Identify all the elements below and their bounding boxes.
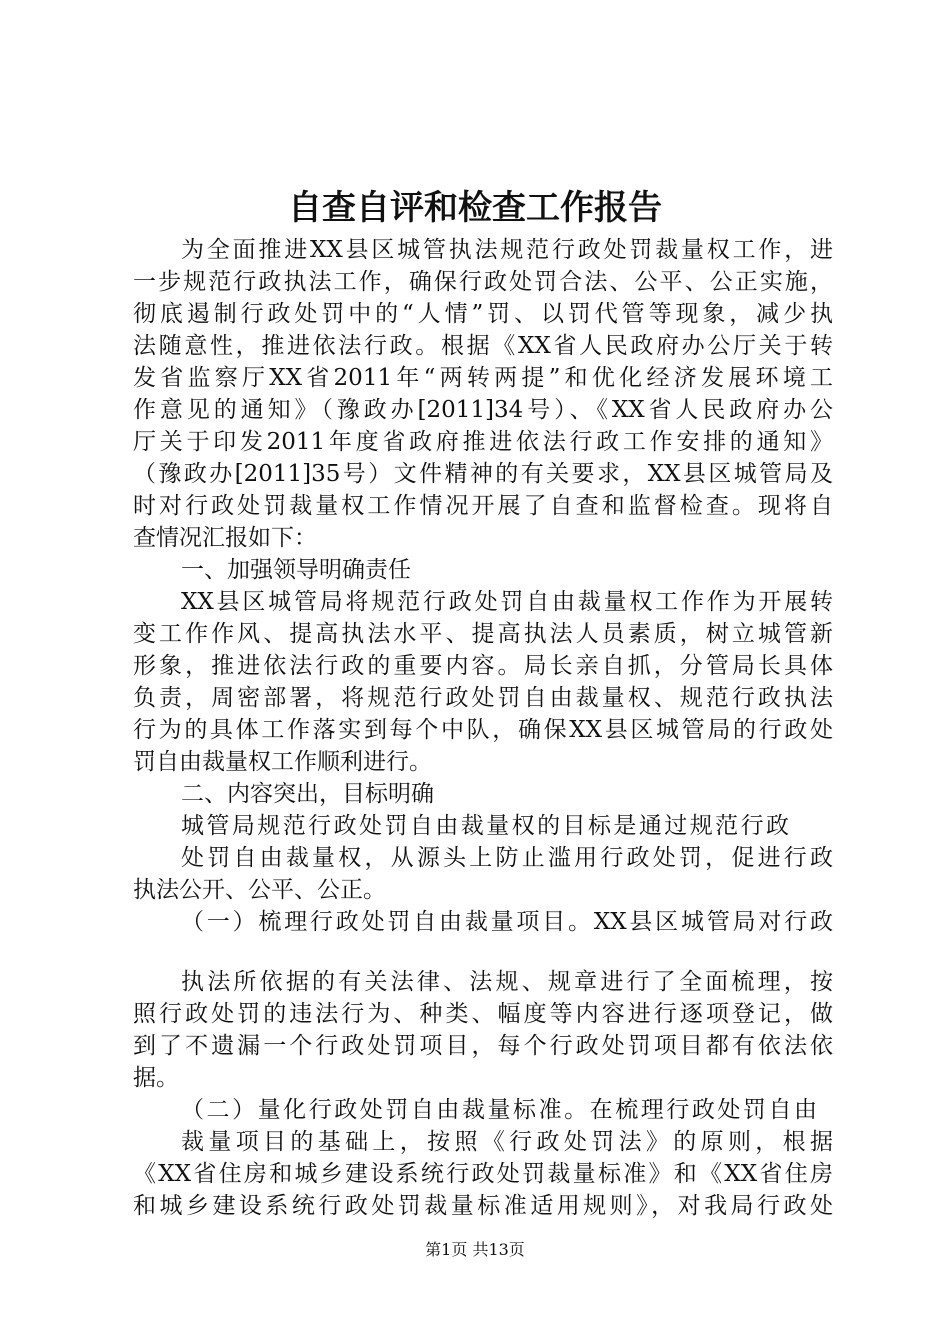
body-line: 和城乡建设系统行政处罚裁量标准适用规则》，对我局行政处 [133,1193,833,1219]
section-heading: 一、加强领导明确责任 [181,557,411,583]
document-title: 自查自评和检查工作报告 [288,188,662,228]
body-line: 《XX省住房和城乡建设系统行政处罚裁量标准》和《XX省住房 [133,1161,833,1187]
body-line: 照行政处罚的违法行为、种类、幅度等内容进行逐项登记，做 [133,1001,833,1027]
body-line: 一步规范行政执法工作，确保行政处罚合法、公平、公正实施， [133,269,833,295]
body-line: 厅关于印发2011年度省政府推进依法行政工作安排的通知》 [133,429,833,455]
body-line: （豫政办[2011]35号）文件精神的有关要求，XX县区城管局及 [133,461,833,487]
body-line: 罚自由裁量权工作顺利进行。 [133,749,432,775]
body-line: 发省监察厅XX省2011年“两转两提”和优化经济发展环境工 [133,365,833,391]
body-line: 为全面推进XX县区城管执法规范行政处罚裁量权工作，进 [181,237,833,263]
page-footer: 第1页 共13页 [425,1240,525,1259]
body-line: 裁量项目的基础上，按照《行政处罚法》的原则，根据 [181,1129,833,1155]
body-line: 据。 [133,1065,179,1091]
body-line: 执法所依据的有关法律、法规、规章进行了全面梳理，按 [181,969,833,995]
body-line: 作意见的通知》（豫政办[2011]34号）、《XX省人民政府办公 [133,397,833,423]
subsection-line: （一）梳理行政处罚自由裁量项目。XX县区城管局对行政 [181,909,833,935]
body-line: 到了不遗漏一个行政处罚项目，每个行政处罚项目都有依法依 [133,1033,833,1059]
body-line: 变工作作风、提高执法水平、提高执法人员素质，树立城管新 [133,621,833,647]
body-line: 形象，推进依法行政的重要内容。局长亲自抓，分管局长具体 [133,653,833,679]
body-line: 行为的具体工作落实到每个中队，确保XX县区城管局的行政处 [133,717,833,743]
body-line: 彻底遏制行政处罚中的“人情”罚、以罚代管等现象，减少执 [133,301,833,327]
body-line: 执法公开、公平、公正。 [133,877,386,903]
body-line: XX县区城管局将规范行政处罚自由裁量权工作作为开展转 [181,589,833,615]
body-line: 查情况汇报如下： [133,525,317,551]
body-line: 城管局规范行政处罚自由裁量权的目标是通过规范行政 [181,813,789,839]
body-line: 法随意性，推进依法行政。根据《XX省人民政府办公厅关于转 [133,333,833,359]
section-heading: 二、内容突出，目标明确 [181,781,434,807]
body-line: 处罚自由裁量权，从源头上防止滥用行政处罚，促进行政 [181,845,833,871]
body-line: 负责，周密部署，将规范行政处罚自由裁量权、规范行政执法 [133,685,833,711]
body-line: 时对行政处罚裁量权工作情况开展了自查和监督检查。现将自 [133,493,833,519]
subsection-line: （二）量化行政处罚自由裁量标准。在梳理行政处罚自由 [181,1097,817,1123]
